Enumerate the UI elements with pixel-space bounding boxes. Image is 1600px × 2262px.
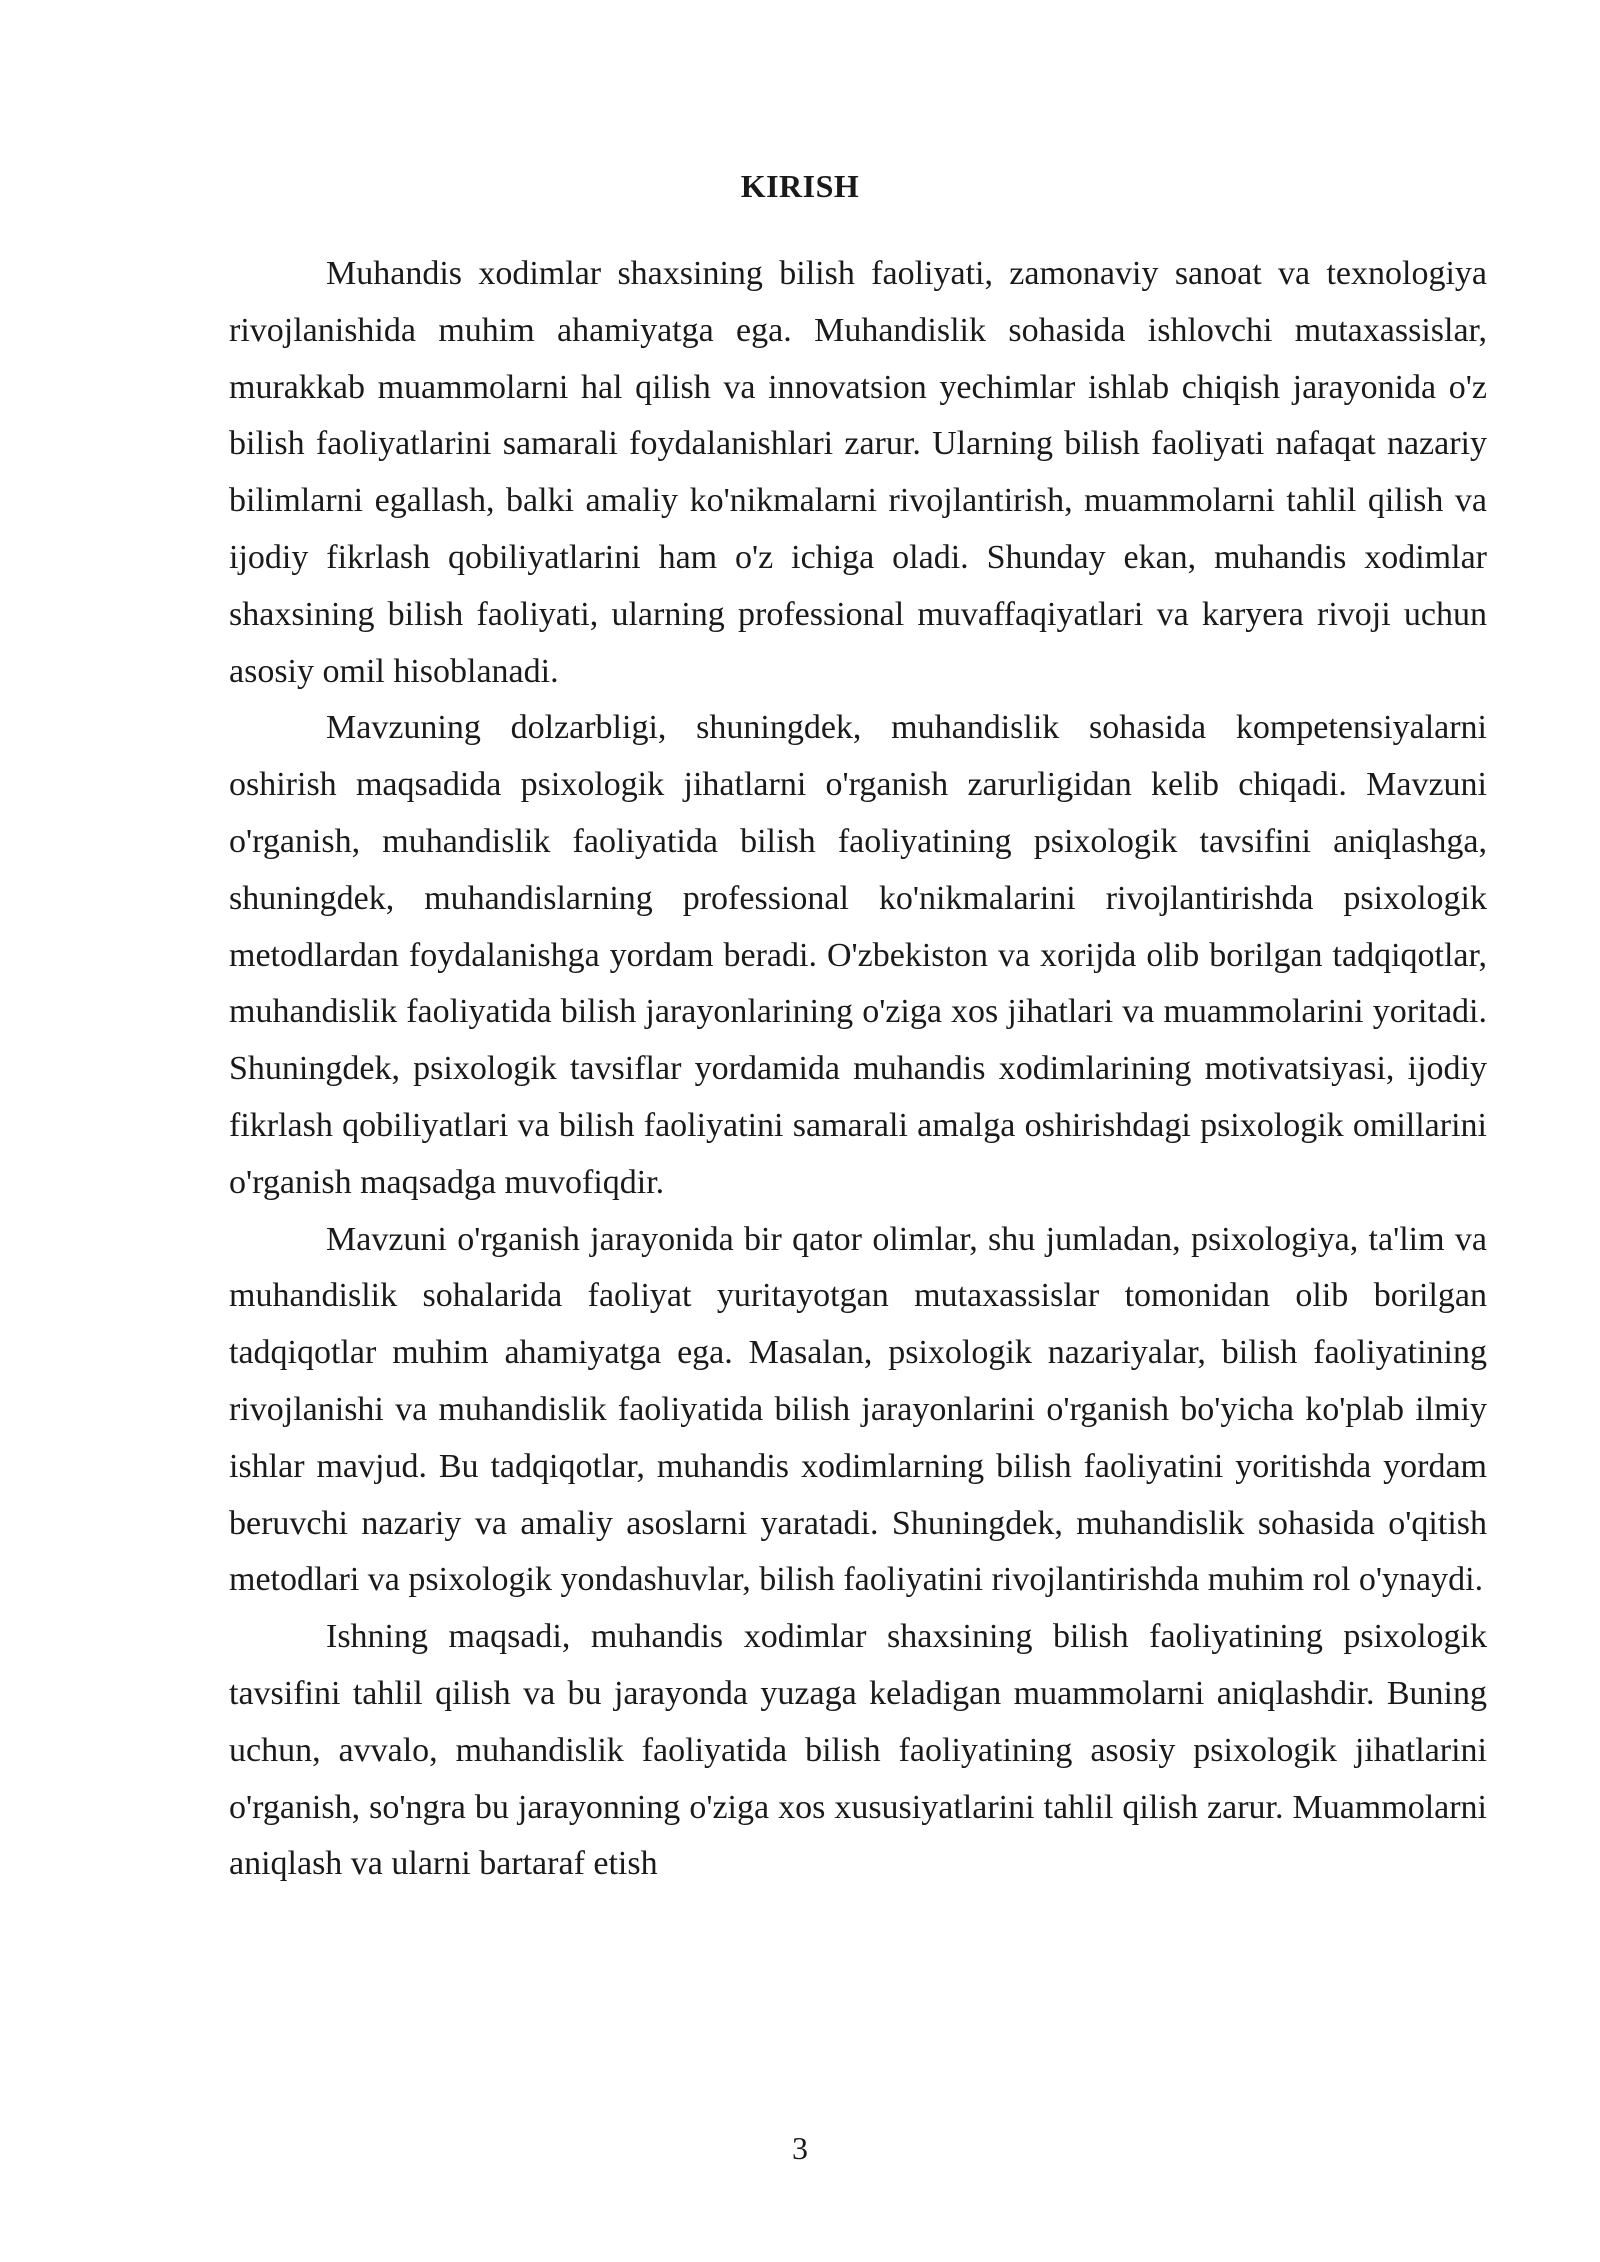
page-number: 3 [792,2130,808,2166]
body-text [229,246,1487,1893]
section-title: KIRISH [740,168,860,204]
paragraph-4: Ishning maqsadi, muhandis xodimlar shaxsining bilish faoliyatining psixologik tavsifini tahlil qilish va bu jarayonda yuzaga keladigan muammolarni aniqlashdir. Buning uchun, avvalo, muhandislik faoliyatida bilish faoliyatining asosiy psixologik jihatlarini o'rganish, so'ngra bu jarayonning o'ziga xos xususiyatlarini tahlil qilish zarur. Muammolarni aniqlash va ularni bartaraf etish [229,1618,1487,1883]
paragraph-2: Mavzuning dolzarbligi, shuningdek, muhandislik sohasida kompetensiyalarni oshirish maqsadida psixologik jihatlarni o'rganish zarurligidan kelib chiqadi. Mavzuni o'rganish, muhandislik faoliyatida bilish faoliyatining psixologik tavsifini aniqlashga, shuningdek, muhandislarning professional ko'nikmalarini rivojlantirishda psixologik metodlardan foydalanishga yordam beradi. O'zbekiston va xorijda olib borilgan tadqiqotlar, muhandislik faoliyatida bilish jarayonlarining o'ziga xos jihatlari va muammolarini yoritadi. Shuningdek, psixologik tavsiflar yordamida muhandis xodimlarining motivatsiyasi, ijodiy fikrlash qobiliyatlari va bilish faoliyatini samarali amalga oshirishdagi psixologik omillarini o'rganish maqsadga muvofiqdir. [229,709,1487,1201]
paragraph-1: Muhandis xodimlar shaxsining bilish faoliyati, zamonaviy sanoat va texnologiya rivojlanishida muhim ahamiyatga ega. Muhandislik sohasida ishlovchi mutaxassislar, murakkab muammolarni hal qilish va innovatsion yechimlar ishlab chiqish jarayonida o'z bilish faoliyatlarini samarali foydalanishlari zarur. Ularning bilish faoliyati nafaqat nazariy bilimlarni egallash, balki amaliy ko'nikmalarni rivojlantirish, muammolarni tahlil qilish va ijodiy fikrlash qobiliyatlarini ham o'z ichiga oladi. Shunday ekan, muhandis xodimlar shaxsining bilish faoliyati, ularning professional muvaffaqiyatlari va karyera rivoji uchun asosiy omil hisoblanadi. [229,255,1487,690]
paragraph-3: Mavzuni o'rganish jarayonida bir qator olimlar, shu jumladan, psixologiya, ta'lim va muhandislik sohalarida faoliyat yuritayotgan mutaxassislar tomonidan olib borilgan tadqiqotlar muhim ahamiyatga ega. Masalan, psixologik nazariyalar, bilish faoliyatining rivojlanishi va muhandislik faoliyatida bilish jarayonlarini o'rganish bo'yicha ko'plab ilmiy ishlar mavjud. Bu tadqiqotlar, muhandis xodimlarning bilish faoliyatini yoritishda yordam beruvchi nazariy va amaliy asoslarni yaratadi. Shuningdek, muhandislik sohasida o'qitish metodlari va psixologik yondashuvlar, bilish faoliyatini rivojlantirishda muhim rol o'ynaydi. [229,1220,1487,1599]
